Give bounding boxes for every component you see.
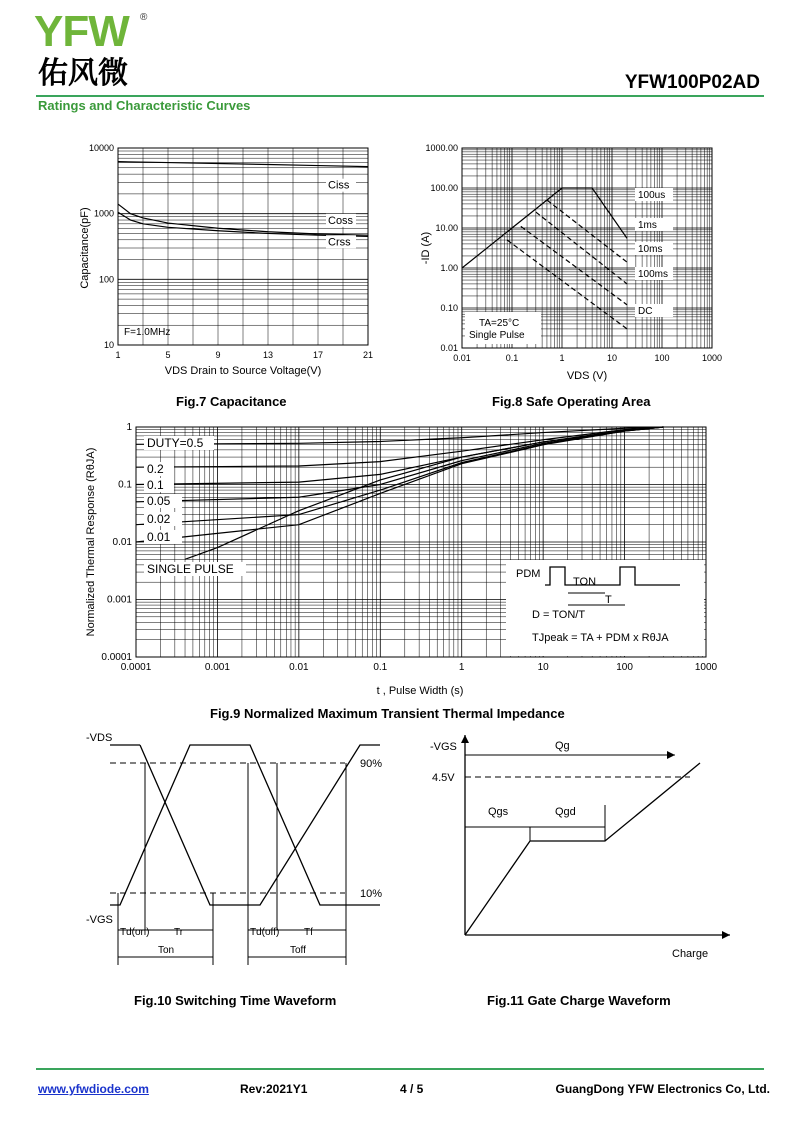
x-tick-label: 1000 [701, 353, 723, 363]
fig9-caption: Fig.9 Normalized Maximum Transient Thermal Impedance [210, 706, 565, 721]
x-tick-label: 9 [215, 350, 221, 360]
x-tick-label: 1 [559, 353, 565, 363]
fig10-toff-label: Toff [290, 945, 306, 956]
fig10-switching-waveform [80, 725, 390, 975]
fig9-inset-tj-eq: TJpeak = TA + PDM x RθJA [532, 632, 669, 644]
y-tick-label: 0.001 [106, 594, 132, 606]
company-logo-chinese: 佑风微 [38, 56, 128, 91]
y-tick-label: 1 [126, 422, 132, 433]
y-tick-label: 1000.00 [425, 143, 458, 153]
fig10-90-label: 90% [360, 758, 383, 770]
fig8-safe-operating-area-chart [405, 140, 735, 385]
series-line-0-02 [136, 427, 663, 525]
part-number: YFW100P02AD [624, 72, 760, 93]
fig10-vds-label: -VDS [86, 732, 113, 744]
fig8-ylabel: -ID (A) [420, 231, 432, 265]
fig11-charge-label: Charge [672, 948, 709, 960]
y-tick-label: 0.01 [440, 343, 458, 353]
fig9-thermal-impedance-chart [80, 415, 730, 700]
y-tick-label: 100 [98, 274, 114, 285]
x-tick-label: 100 [616, 662, 633, 673]
series-label-1ms: 1ms [638, 220, 657, 231]
series-line-100ms [521, 226, 627, 304]
fig9-inset-t: T [605, 594, 612, 606]
fig10-tdoff-label: Td(off) [250, 927, 280, 938]
fig10-tdon-label: Td(on) [120, 927, 150, 938]
footer-revision: Rev:2021Y1 [240, 1082, 308, 1096]
y-tick-label: 10000 [88, 143, 114, 153]
x-tick-label: 0.0001 [120, 662, 152, 673]
fig11-vgs-label: -VGS [430, 741, 457, 753]
x-tick-label: 17 [312, 350, 324, 360]
fig9-inset-ton: TON [573, 576, 597, 588]
fig7-caption: Fig.7 Capacitance [176, 394, 287, 409]
registered-mark: ® [140, 12, 148, 23]
y-tick-label: 0.0001 [101, 652, 132, 663]
series-label-0-1: 0.1 [147, 478, 164, 492]
y-tick-label: 0.1 [118, 479, 132, 491]
series-label-single-pulse: SINGLE PULSE [147, 562, 234, 576]
series-label-crss: Crss [328, 236, 351, 249]
series-label-ciss: Ciss [328, 179, 350, 192]
x-tick-label: 1 [458, 662, 465, 673]
x-tick-label: 0.01 [453, 353, 471, 363]
series-label-coss: Coss [328, 214, 354, 227]
x-tick-label: 21 [362, 350, 374, 360]
company-logo: YFW [34, 7, 129, 56]
footer-company: GuangDong YFW Electronics Co, Ltd. [555, 1082, 770, 1096]
fig10-ton-label: Ton [158, 945, 175, 956]
footer-divider [36, 1068, 764, 1070]
fig8-caption: Fig.8 Safe Operating Area [492, 394, 651, 409]
series-label-0-02: 0.02 [147, 512, 171, 526]
fig8-note-pulse: Single Pulse [469, 330, 525, 341]
fig9-xlabel: t , Pulse Width (s) [376, 685, 464, 697]
footer-website-link[interactable]: www.yfwdiode.com [38, 1082, 149, 1096]
fig7-capacitance-chart [70, 140, 380, 385]
fig8-xlabel: VDS (V) [566, 370, 608, 382]
fig9-inset-pdm: PDM [516, 568, 541, 580]
fig11-gate-charge-waveform [420, 725, 740, 975]
series-label-100ms: 100ms [638, 269, 669, 280]
series-line-single-pulse [185, 427, 663, 559]
y-tick-label: 0.01 [112, 537, 132, 548]
fig11-caption: Fig.11 Gate Charge Waveform [487, 993, 671, 1008]
series-label-10ms: 10ms [638, 244, 663, 255]
section-title: Ratings and Characteristic Curves [38, 98, 251, 113]
y-tick-label: 10.00 [435, 223, 458, 233]
x-tick-label: 10 [537, 662, 549, 673]
y-tick-label: 100.00 [430, 183, 458, 193]
x-tick-label: 1000 [694, 662, 718, 673]
x-tick-label: 10 [606, 353, 618, 363]
fig10-tr-label: Tr [174, 927, 184, 938]
series-label-duty-0-5: DUTY=0.5 [147, 436, 204, 450]
x-tick-label: 0.1 [373, 662, 388, 673]
fig8-note-ta: TA=25°C [479, 318, 520, 329]
series-label-dc: DC [638, 306, 653, 317]
series-label-0-05: 0.05 [147, 494, 171, 508]
fig10-caption: Fig.10 Switching Time Waveform [134, 993, 337, 1008]
header-divider [36, 95, 764, 97]
series-line-0-1 [136, 427, 663, 485]
y-tick-label: 1.00 [440, 263, 458, 273]
y-tick-label: 1000 [93, 208, 114, 219]
fig9-inset-diagram [506, 560, 704, 656]
fig10-10-label: 10% [360, 888, 383, 900]
fig7-note: F=1.0MHz [124, 327, 171, 338]
series-label-100us: 100us [638, 190, 666, 201]
x-tick-label: 1 [115, 350, 121, 360]
fig11-qgd-label: Qgd [555, 806, 576, 818]
y-tick-label: 0.10 [440, 303, 458, 313]
x-tick-label: 13 [262, 350, 274, 360]
series-line-0-2 [136, 427, 663, 467]
x-tick-label: 5 [165, 350, 171, 360]
fig7-ylabel: Capacitance(pF) [79, 207, 91, 289]
series-label-0-01: 0.01 [147, 530, 171, 544]
x-tick-label: 0.1 [505, 353, 519, 363]
x-tick-label: 0.01 [289, 662, 309, 673]
fig10-tf-label: Tf [304, 927, 313, 938]
footer-page-number: 4 / 5 [400, 1082, 424, 1096]
fig11-qgs-label: Qgs [488, 806, 509, 818]
fig10-vgs-label: -VGS [86, 914, 113, 926]
fig9-inset-duty-eq: D = TON/T [532, 609, 586, 621]
fig11-qg-label: Qg [555, 740, 570, 752]
series-label-0-2: 0.2 [147, 462, 164, 476]
fig11-45v-label: 4.5V [432, 772, 455, 784]
x-tick-label: 100 [654, 353, 670, 363]
x-tick-label: 0.001 [204, 662, 230, 673]
fig7-xlabel: VDS Drain to Source Voltage(V) [164, 365, 322, 377]
fig9-ylabel: Normalized Thermal Response (RθJA) [85, 447, 97, 637]
y-tick-label: 10 [103, 340, 114, 350]
